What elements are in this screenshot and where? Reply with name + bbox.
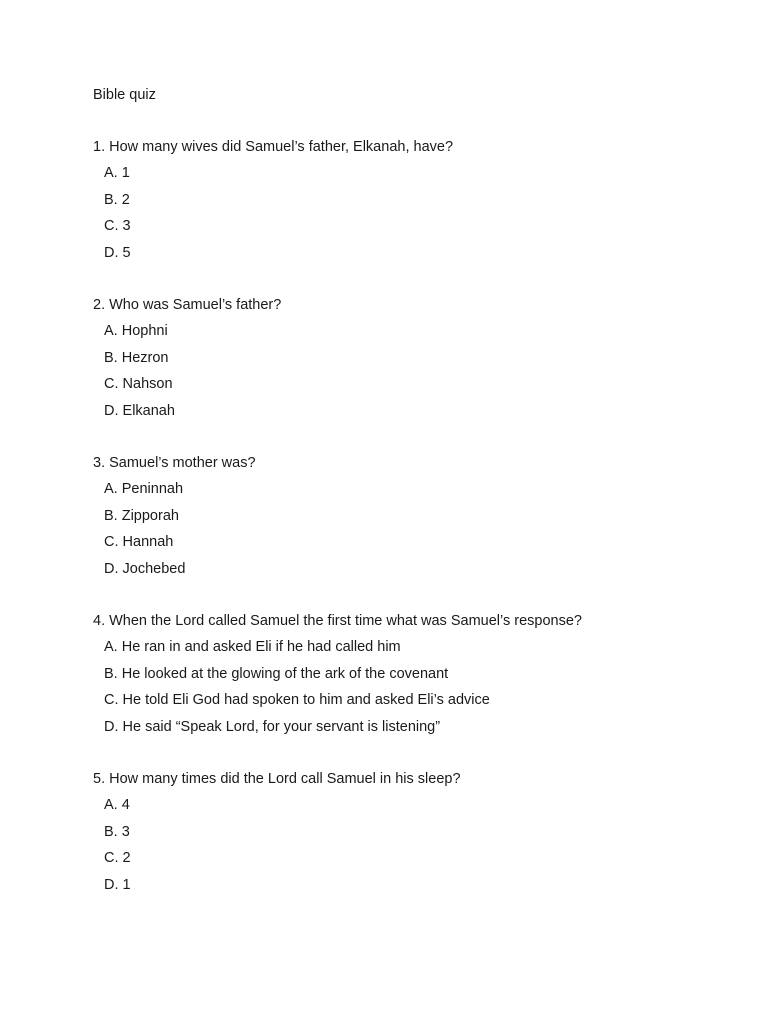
answer-option: C. He told Eli God had spoken to him and asked Eli’s advice [104,692,490,709]
answer-option: D. He said “Speak Lord, for your servant is listening” [104,718,441,735]
answer-option: C. 2 [104,850,131,867]
question-3 [93,454,753,578]
answer-option: A. Hophni [104,323,168,340]
answer-option: B. He looked at the glowing of the ark of the covenant [104,665,449,682]
answer-options [93,638,753,735]
document-title: Bible quiz [93,87,156,103]
question-text: 2. Who was Samuel’s father? [93,297,282,313]
answer-option: A. Peninnah [104,481,184,498]
question-5 [93,770,753,894]
answer-option: C. 3 [104,218,131,235]
answer-option: A. 4 [104,797,130,814]
question-1 [93,138,753,262]
answer-option: D. 5 [104,244,131,261]
answer-options [93,480,753,577]
answer-option: D. 1 [104,876,131,893]
question-text: 4. When the Lord called Samuel the first time what was Samuel’s response? [93,613,582,629]
answer-option: B. 2 [104,191,130,208]
question-4 [93,612,753,736]
answer-option: B. Hezron [104,349,169,366]
answer-options [93,796,753,893]
answer-option: C. Nahson [104,376,173,393]
answer-option: C. Hannah [104,534,174,551]
answer-option: D. Jochebed [104,560,186,577]
answer-options [93,322,753,419]
question-text: 3. Samuel’s mother was? [93,455,256,471]
answer-option: B. Zipporah [104,507,179,524]
answer-option: A. He ran in and asked Eli if he had called him [104,639,401,656]
question-2 [93,296,753,420]
question-text: 1. How many wives did Samuel’s father, Elkanah, have? [93,139,454,155]
answer-option: A. 1 [104,165,130,182]
question-text: 5. How many times did the Lord call Samuel in his sleep? [93,771,461,787]
answer-option: B. 3 [104,823,130,840]
answer-options [93,164,753,261]
answer-option: D. Elkanah [104,402,175,419]
